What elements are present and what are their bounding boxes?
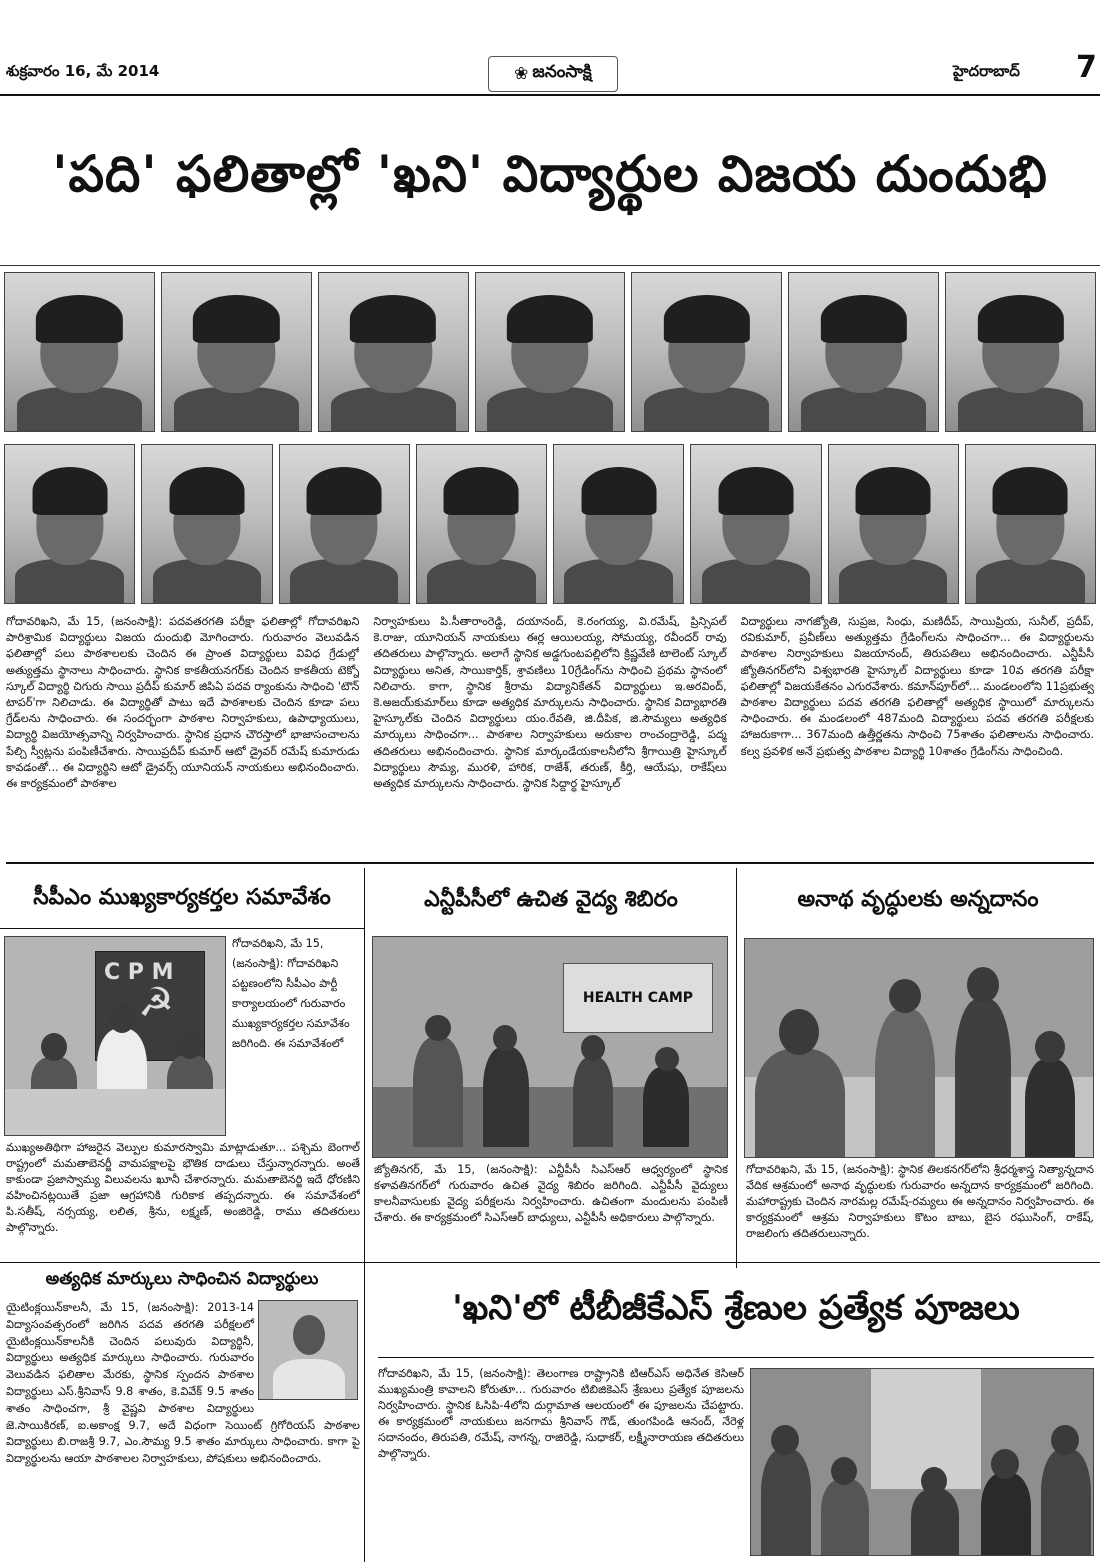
newspaper-logo (488, 56, 618, 92)
student-photo (788, 272, 939, 432)
hammer-sickle-icon: ☭ (138, 980, 174, 1026)
marks-text: యైటింక్లయిన్‌కాలనీ, మే 15, (జనంసాక్షి): 2013-14 విద్యాసంవత్సరంలో జరిగిన పదవ తరగతి పరీక్షలలో యైటింక్లయిన్‌కాలనీకి చెందిన పలువురు విద్యార్థినీ, విద్యార్థులు అత్యధిక మార్కులు సాధించారు. గురువారం వెలువడిన ఫలితాల మేరకు, స్థానిక స్పందన పాఠశాల విద్యార్థులు ఎస్.శ్రీనివాస్ 9.8 శాతం, కె.వివేక్ 9.5 శాతం శాతం సాధించగా, శ్రీ వైష్ణవి పాఠశాల విద్యార్థులు జె.సాయికిరణ్, ఐ.అకాంక్ష 9.7, అదే విధంగా సెయింట్ గ్రిగోరియస్ పాఠశాల విద్యార్థులు బి.రాజశ్రీ 9.7, ఎం.సౌమ్య 9.5 శాతం మార్కులు సాధించారు. కాగా పై విద్యార్థులను ఆయా పాఠశాలల నిర్వాహకులు, పోషకులు అభినందించారు. (6, 1301, 360, 1466)
main-story (6, 614, 1094, 864)
health-camp-photo (372, 936, 728, 1158)
student-photo (279, 444, 410, 604)
student-photo (553, 444, 684, 604)
health-camp-banner: HEALTH CAMP (563, 963, 713, 1033)
student-photo (4, 272, 155, 432)
student-photo (965, 444, 1096, 604)
student-photo (631, 272, 782, 432)
cpm-meeting-photo (4, 936, 226, 1136)
student-photo (945, 272, 1096, 432)
main-headline: 'పది' ఫలితాల్లో 'ఖని' విద్యార్థుల విజయ దుందుభి (0, 96, 1100, 266)
student-photo (690, 444, 821, 604)
marks-headline: అత్యధిక మార్కులు సాధించిన విద్యార్థులు (45, 1269, 319, 1289)
student-photo-row-2 (0, 444, 1100, 604)
student-photo (828, 444, 959, 604)
column-divider (364, 1268, 365, 1562)
student-photo (416, 444, 547, 604)
tbgks-headline: 'ఖని'లో టీబీజీకేఎస్ శ్రేణుల ప్రత్యేక పూజలు (378, 1266, 1094, 1358)
tbgks-text: గోదావరిఖని, మే 15, (జనంసాక్షి): తెలంగాణ రాష్ట్రానికి టిఆర్ఎస్ అధినేత కెసిఆర్ ముఖ్యమంత్రి కావాలని కోరుతూ... గురువారం టిబిజికెఎస్ శ్రేణులు ప్రత్యేక పూజలను నిర్వహించారు. స్థానిక ఓసిపి-4లోని దుర్గామాత ఆలయంలో ఈ పూజలను చేపట్టారు. ఈ కార్యక్రమంలో నాయకులు జనగామ శ్రీనివాస్ గౌడ్, తుంగపిండి ఆనంద్, నేరెళ్ల సదానందం, తిరుపతి, రమేష్, నాగన్న, రాజిరెడ్డి, సుధాకర్, లక్ష్మీనారాయణ తదితరులు పాల్గొన్నారు. (378, 1367, 744, 1460)
column-divider (364, 868, 365, 1268)
page-number: 7 (1076, 50, 1097, 85)
student-photo (141, 444, 272, 604)
student-photo (161, 272, 312, 432)
annadanam-text: గోదావరిఖని, మే 15, (జనంసాక్షి): స్థానిక తిలకనగర్‌లోని శ్రీధర్మశాస్త్ర నిత్యాన్నదాన వేదిక ఆశ్రమంలో అనాథ వృద్ధులకు గురువారం అన్నదాన కార్యక్రమంలో జరిగింది. మహారాష్ట్రకు చెందిన నారమల్ల రమేష్-రమ్యలు ఈ అన్నదానం నిర్వహించారు. ఈ కార్యక్రమంలో ఆశ్రమ నిర్వాహకులు కొటం బాబు, బైస రఘుసింగ్, రాకేష్, రాజలింగు తదితరులున్నారు. (746, 1163, 1094, 1240)
annadanam-headline: అనాథ వృద్ధులకు అన్నదానం (797, 887, 1039, 912)
story-column: గోదావరిఖని, మే 15, (జనంసాక్షి): పదవతరగతి పరీక్షా ఫలితాల్లో గోదావరిఖని పారిశ్రామిక విద్యార్థులు విజయ దుందుభి మోగించారు. గురువారం వెలువడిన ఫలితాల్లో పలు పాఠశాలలకు చెందిన ఈ ప్రాంత విద్యార్థులు వివిధ గ్రేడుల్లో అత్యుత్తమ స్థానాలు సాధించారు. స్థానిక కాకతీయనగర్‌కు చెందిన కాకతీయ టెక్నో స్కూల్ విద్యార్థి చిగురు సాయి ప్రదీప్ కుమార్ జిపిఏ పదవ ర్యాంకును సాధించి 'టౌన్ టాపర్'గా నిలిచాడు. ఈ విద్యార్థితో పాటు ఇదే పాఠశాలకు చెందిన కూడా పలు గ్రేడ్‌లను సాధించారు. ఈ సందర్భంగా పాఠశాల నిర్వాహకులు, ఉపాధ్యాయులు, విద్యార్థి విజయోత్సవాన్ని నిర్వహించారు. స్థానిక ప్రధాన చౌరస్తాలో భాజాసంచాలను పేల్చి స్వీట్లను పంపిణీచేశారు. సాయిప్రదీప్ కుమార్ ఆటో డ్రైవర్ రమేష్ కుమారుడు కావడంతో... ఈ విద్యార్థిని ఆటో డ్రైవర్స్ యూనియన్ నాయకులు అభినందించారు. ఈ కార్యక్రమంలో పాఠశాల (6, 615, 360, 791)
annadanam-photo (744, 938, 1094, 1158)
story-column: విద్యార్థులు నాగజ్యోతి, సుప్రజ, సింధు, మణిదీప్, సాయిప్రియ, సునీల్, ప్రదీప్, రవికుమార్, ప్రవీణ్‌లు అత్యుత్తమ గ్రేడింగ్‌లను సాధించగా... ఈ విద్యార్థులను పాఠశాల నిర్వాహకులు విజయానంద్, తిరుపతిలు అభినందించారు. ఎన్టీపీసీ జ్యోతినగర్‌లోని విశ్వభారతి హైస్కూల్ విద్యార్థులు కూడా 10వ తరగతి పరీక్షా ఫలితాల్లో విజయకేతనం ఎగురవేశారు. కమాన్‌పూర్‌లో... మండలంలోని 11ప్రభుత్వ పాఠశాల విద్యార్థులు పదవ తరగతి ఫలితాల్లో అత్యధిక స్థాయిలో మార్కులను సాధించారు. ఈ మండలంలో 487మంది విద్యార్థులు పదవ తరగతి పరీక్షలకు హాజరుకాగా... 367మంది ఉత్తీర్ణతను సాధించి 75శాతం ఫలితాలను సాధించారు. కల్వ ప్రవళిక అనే ప్రభుత్వ పాఠశాల విద్యార్థి 10శాతం గ్రేడింగ్‌ను సాధించింది. (740, 615, 1094, 758)
cpm-side-text: గోదావరిఖని, మే 15, (జనంసాక్షి): గోదావరిఖని పట్టణంలోని సీపీఎం పార్టీ కార్యాలయంలో గురువారం ముఖ్యకార్యకర్తల సమావేశం జరిగింది. ఈ సమావేశంలో (232, 937, 350, 1050)
cpm-headline: సీపీఎం ముఖ్యకార్యకర్తల సమావేశం (33, 885, 331, 910)
story-column: నిర్వాహకులు పి.సీతారాంరెడ్డి, దయానంద్, కె.రంగయ్య, వి.రమేష్, ప్రిన్సిపల్ కె.రాజు, యూనియన్ నాయకులు ఈర్ల ఆయిలయ్య, సోమయ్య, రవీందర్ రావు తదితరులు పాల్గొన్నారు. అలాగే స్థానిక అడ్డగుంటపల్లిలోని క్రిష్ణవేణి టాలెంట్ స్కూల్ విద్యార్థులు అనిత, సాయికార్తిక్, శ్రావణిలు 10గ్రేడింగ్‌ను సాధించి ప్రథమ స్థానంలో నిలిచారు. కాగా, స్థానిక శ్రీరామ విద్యానికేతన్ విద్యార్థులు ఇ.అరవింద్, కె.అజయ్‌కుమార్‌లు కూడా అత్యధిక మార్కులను సాధించారు. స్థానిక విద్యాభారతి హైస్కూల్‌కు చెందిన విద్యార్థులు యం.రేవతి, జి.దీపిక, జి.సౌమ్యలు అత్యధిక మార్కులు సాధించగా... పాఠశాల నిర్వాహకులు అరుకాల రాంచంద్రారెడ్డి, పద్మ తదితరులు అభినందించారు. స్థానిక మార్కండేయకాలనీలోని శ్రీగాయిత్రి హైస్కూల్ విద్యార్థులు సౌమ్య, మురళి, హారిక, రాజేశ్, తరుణ్, కీర్తి, ఆయేషు, రాకేష్‌లు అత్యధిక మార్కులను సాధించారు. స్థానిక సిద్దార్థ హైస్కూల్ (373, 615, 727, 791)
student-photo-row-1 (0, 272, 1100, 432)
issue-date: శుక్రవారం 16, మే 2014 (6, 62, 160, 80)
cpm-flag: C P M ☭ (95, 951, 205, 1061)
column-divider (736, 868, 737, 1268)
tbgks-pooja-photo (750, 1368, 1094, 1556)
cpm-body-text: ముఖ్యఅతిథిగా హాజరైన వెల్పుల కుమారస్వామి మాట్లాడుతూ... పశ్చిమ బెంగాల్ రాష్ట్రంలో మమతాబెనర్జీ వామపక్షాలపై భౌతిక దాడులు చేస్తున్నారన్నారు. అంతే కాకుండా ప్రజాస్వామ్య విలువలను ఖూనీ చేశారన్నారు. మమతాబెనర్జి ఇదే ధోరణిని వహించినట్లయితే ప్రజా ఆగ్రహానికి గురికాక తప్పదన్నారు. ఈ సమావేశంలో పి.సతీష్, నర్సయ్య, లలిత, శ్రీను, లక్ష్మణ్, అంజిరెడ్డి, రాము తదితరులు పాల్గొన్నారు. (6, 1141, 360, 1234)
logo-text: జనంసాక్షి (532, 62, 592, 82)
student-photo (318, 272, 469, 432)
lotus-icon: ❀ (514, 64, 529, 84)
rule (0, 928, 364, 929)
edition-city: హైదరాబాద్ (953, 62, 1020, 80)
health-camp-headline: ఎన్టీపీసీలో ఉచిత వైద్య శిబిరం (424, 887, 678, 912)
masthead (0, 0, 1100, 96)
student-photo (4, 444, 135, 604)
health-camp-text: జ్యోతినగర్, మే 15, (జనంసాక్షి): ఎన్టీపీసీ సిఎస్ఆర్ ఆధ్వర్యంలో స్థానిక కళావతినగర్‌లో గురువారం ఉచిత వైద్య శిబిరం జరిగింది. ఎన్టీపీసీ వైద్యులు కాలనీవాసులకు వైద్య పరీక్షలను నిర్వహించారు. ఉచితంగా మందులను పంపిణీ చేశారు. ఈ కార్యక్రమంలో సిఎస్ఆర్ బాధ్యులు, ఎన్టీపీసీ అధికారులు పాల్గొన్నారు. (374, 1163, 728, 1224)
rule (0, 1262, 1100, 1263)
student-photo (475, 272, 626, 432)
